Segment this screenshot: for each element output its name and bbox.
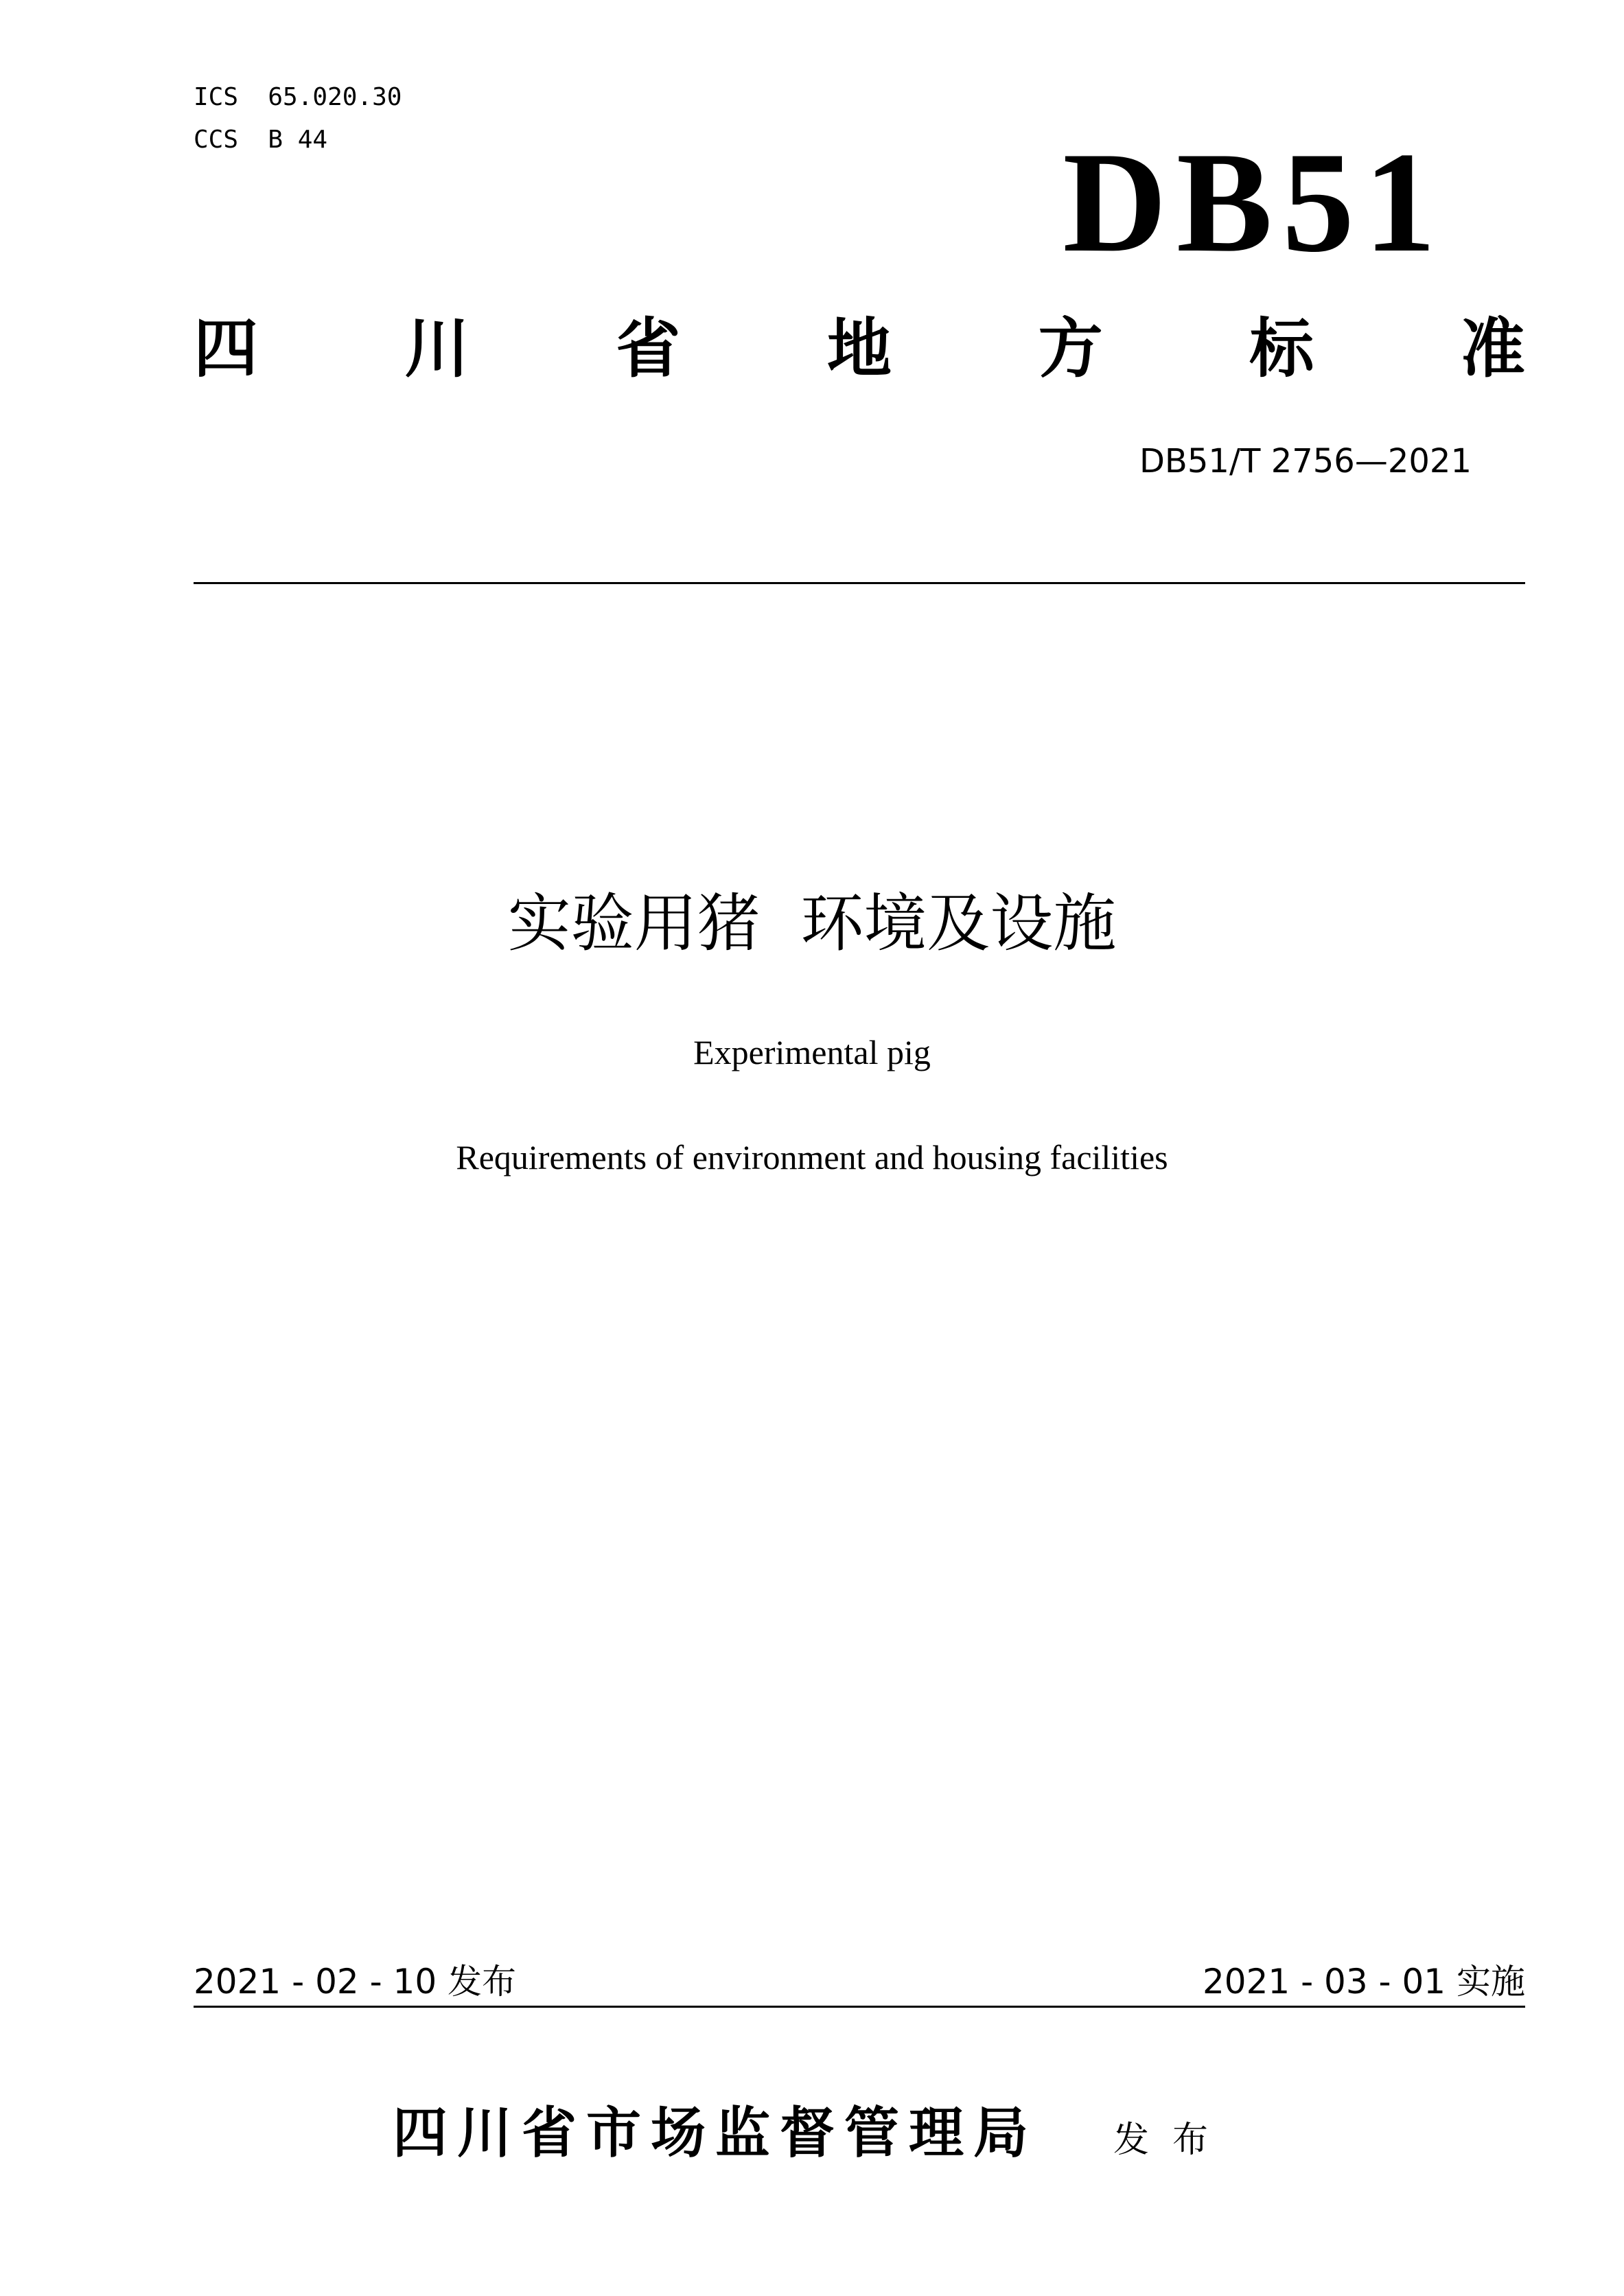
standard-type-char: 川 [404, 312, 469, 386]
standard-type-char: 准 [1460, 312, 1525, 386]
issuer-line [0, 2101, 1624, 2165]
standard-code: DB51/T 2756—2021 [1139, 442, 1472, 480]
standard-type-char: 四 [194, 312, 259, 386]
english-title-line-1: Experimental pig [693, 1033, 931, 1071]
implementation-date: 2021 - 03 - 01 实施 [1202, 1962, 1525, 2002]
issuer-name: 四川省市场监督管理局 [392, 2101, 1038, 2165]
bottom-divider [194, 2006, 1525, 2008]
standard-type-heading [194, 312, 1525, 386]
standard-type-char: 标 [1249, 312, 1314, 386]
issue-date: 2021 - 02 - 10 发布 [194, 1962, 517, 2002]
issuer-release-label: 发布 [1113, 2120, 1231, 2161]
english-title-line-2: Requirements of environment and housing facilities [456, 1138, 1168, 1176]
ccs-code: CCS B 44 [194, 126, 328, 154]
standard-type-char: 地 [826, 312, 892, 386]
standard-mark: DB51 [1063, 123, 1446, 282]
chinese-title: 实验用猪 环境及设施 [507, 887, 1117, 960]
ics-code: ICS 65.020.30 [194, 83, 402, 111]
standard-type-char: 方 [1038, 312, 1103, 386]
top-divider [194, 582, 1525, 584]
standard-type-char: 省 [616, 312, 681, 386]
